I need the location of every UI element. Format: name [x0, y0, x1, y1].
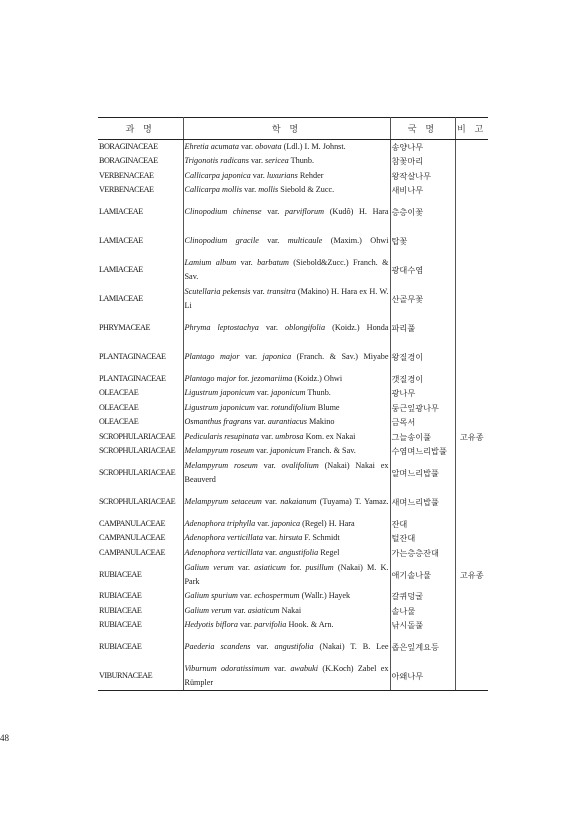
scientific-name-italic-part: umbrosa	[275, 431, 304, 441]
table-row	[98, 415, 488, 430]
table-header	[98, 118, 488, 140]
table-row	[98, 633, 488, 662]
scientific-name-part: (Wallr.) Hayek	[299, 591, 351, 601]
scientific-name	[183, 154, 390, 169]
note-cell	[455, 183, 488, 198]
scientific-name	[183, 183, 390, 198]
scientific-name-italic-part: oblongifolia	[285, 323, 326, 332]
note-cell	[455, 169, 488, 184]
note-cell	[455, 140, 488, 155]
scientific-name-part: Siebold & Zucc.	[278, 185, 335, 195]
scientific-name-part: Franch. & Sav.	[304, 446, 356, 456]
family-name: RUBIACEAE	[98, 633, 183, 662]
header-korean-name: 국 명	[390, 118, 455, 140]
korean-name: 아왜나무	[390, 662, 455, 691]
scientific-name	[183, 140, 390, 155]
scientific-name-part: var.	[236, 258, 258, 267]
korean-name: 광나무	[390, 386, 455, 401]
scientific-name-italic-part: Adenophora verticillata	[184, 547, 263, 557]
header-scientific-name: 학 명	[183, 118, 390, 140]
scientific-name-italic-part: transitra	[266, 287, 296, 296]
family-name: LAMIACEAE	[98, 256, 183, 285]
korean-name: 수염며느리밥풀	[390, 444, 455, 459]
header-row	[98, 118, 488, 140]
scientific-name-part: Rehder	[297, 170, 324, 180]
scientific-name-part: var.	[258, 323, 286, 332]
table-row	[98, 386, 488, 401]
scientific-name-part: var.	[262, 533, 280, 543]
korean-name: 알며느리밥풀	[390, 459, 455, 488]
scientific-name-part: var.	[250, 287, 267, 296]
scientific-name	[183, 618, 390, 633]
note-cell	[455, 314, 488, 343]
scientific-name	[183, 169, 390, 184]
table-row	[98, 517, 488, 532]
scientific-name-italic-part: Adenophora verticillata	[184, 533, 263, 543]
scientific-name-italic-part: ovalifolium	[281, 461, 319, 470]
scientific-name	[183, 546, 390, 561]
table-row	[98, 430, 488, 445]
note-cell	[455, 343, 488, 372]
scientific-name-italic-part: rotundifolium	[270, 402, 316, 412]
family-name: SCROPHULARIACEAE	[98, 488, 183, 517]
note-cell	[455, 604, 488, 619]
table-row	[98, 169, 488, 184]
scientific-name-italic-part: angustifolia	[279, 547, 319, 557]
scientific-name-part: (Regel) H. Hara	[300, 518, 355, 528]
scientific-name-part: var.	[239, 352, 263, 361]
scientific-name-italic-part: Ligustrum japonicum	[184, 402, 255, 412]
family-name: LAMIACEAE	[98, 198, 183, 227]
scientific-name-italic-part: aurantiacus	[267, 417, 307, 427]
family-name: CAMPANULACEAE	[98, 517, 183, 532]
table-row	[98, 604, 488, 619]
family-name: BORAGINACEAE	[98, 140, 183, 155]
scientific-name-italic-part: Plantago major	[184, 373, 237, 383]
scientific-name-part: Blume	[315, 402, 340, 412]
scientific-name-part: (Kudô) H. Hara	[324, 207, 389, 216]
korean-name: 파리풀	[390, 314, 455, 343]
scientific-name-italic-part: Hedyotis biflora	[184, 620, 238, 630]
family-name: LAMIACEAE	[98, 227, 183, 256]
scientific-name	[183, 517, 390, 532]
scientific-name-italic-part: parvifolia	[254, 620, 287, 630]
scientific-name-part: var.	[251, 417, 268, 427]
scientific-name-italic-part: japonica	[271, 518, 301, 528]
korean-name: 왕작살나무	[390, 169, 455, 184]
family-name: LAMIACEAE	[98, 285, 183, 314]
family-name: VERBENACEAE	[98, 169, 183, 184]
korean-name: 둥근잎광나무	[390, 401, 455, 416]
scientific-name-italic-part: Galium verum	[184, 562, 234, 572]
scientific-name-italic-part: japonicum	[270, 388, 306, 398]
scientific-name-italic-part: mollis	[258, 185, 279, 195]
korean-name: 좁은잎계요등	[390, 633, 455, 662]
table-row	[98, 589, 488, 604]
scientific-name-italic-part: Callicarpa mollis	[184, 185, 243, 195]
korean-name: 그늘송이풀	[390, 430, 455, 445]
scientific-name-part: for.	[285, 562, 306, 572]
korean-name: 낚시돌풀	[390, 618, 455, 633]
family-name: OLEACEAE	[98, 386, 183, 401]
scientific-name-part: var.	[261, 207, 285, 216]
scientific-name-part: (Makino) H. Hara ex H. W. Li	[184, 287, 389, 310]
scientific-name-part: (Nakai) M. K. Park	[184, 562, 389, 586]
scientific-name-italic-part: Phryma leptostachya	[184, 323, 259, 332]
family-name: CAMPANULACEAE	[98, 531, 183, 546]
scientific-name-italic-part: japonicum	[270, 446, 305, 456]
table-row	[98, 154, 488, 169]
family-name: RUBIACEAE	[98, 589, 183, 604]
table-row	[98, 183, 488, 198]
scientific-name-part: Thunb.	[305, 388, 331, 398]
family-name: VERBENACEAE	[98, 183, 183, 198]
scientific-name-italic-part: angustifolia	[274, 642, 314, 651]
korean-name: 탑꽃	[390, 227, 455, 256]
scientific-name-italic-part: luxurians	[266, 170, 298, 180]
scientific-name-part: var.	[231, 605, 248, 615]
scientific-name-italic-part: Galium spurium	[184, 591, 238, 601]
scientific-name-italic-part: Adenophora triphylla	[184, 518, 256, 528]
note-cell	[455, 546, 488, 561]
note-cell	[455, 198, 488, 227]
scientific-name-italic-part: pusillum	[305, 562, 334, 572]
table-row	[98, 140, 488, 155]
table-row	[98, 662, 488, 691]
scientific-name-part: Nakai	[279, 605, 302, 615]
korean-name: 금목서	[390, 415, 455, 430]
scientific-name-part: var.	[250, 170, 267, 180]
scientific-name	[183, 444, 390, 459]
header-note: 비 고	[455, 118, 488, 140]
scientific-name	[183, 401, 390, 416]
note-cell	[455, 401, 488, 416]
scientific-name-part: var.	[261, 497, 281, 506]
scientific-name-italic-part: Galium verum	[184, 605, 232, 615]
table-body	[98, 140, 488, 691]
scientific-name-italic-part: Viburnum odoratissimum	[184, 663, 270, 673]
scientific-name	[183, 589, 390, 604]
scientific-name-part: F. Schmidt	[302, 533, 340, 543]
scientific-name-part: Hook. & Arn.	[286, 620, 334, 630]
scientific-name-italic-part: parviflorum	[284, 207, 325, 216]
scientific-name	[183, 415, 390, 430]
scientific-name-italic-part: Clinopodium gracile	[184, 236, 259, 245]
korean-name: 참꽃마리	[390, 154, 455, 169]
scientific-name-part: var.	[248, 156, 266, 166]
scientific-name-italic-part: Pedicularis resupinata	[184, 431, 260, 441]
table-row	[98, 459, 488, 488]
note-cell	[455, 227, 488, 256]
korean-name: 새비나무	[390, 183, 455, 198]
scientific-name	[183, 662, 390, 691]
korean-name: 털잔대	[390, 531, 455, 546]
scientific-name-italic-part: japonica	[262, 352, 292, 361]
family-name: RUBIACEAE	[98, 604, 183, 619]
scientific-name-part: (Siebold&Zucc.) Franch. & Sav.	[184, 258, 389, 281]
scientific-name	[183, 459, 390, 488]
family-name: SCROPHULARIACEAE	[98, 444, 183, 459]
scientific-name-part: var.	[250, 642, 275, 651]
scientific-name	[183, 633, 390, 662]
scientific-name-italic-part: barbatum	[257, 258, 289, 267]
note-cell	[455, 285, 488, 314]
note-cell	[455, 444, 488, 459]
species-table	[98, 117, 488, 691]
scientific-name-part: var.	[237, 620, 255, 630]
korean-name: 층층이꽃	[390, 198, 455, 227]
table-row	[98, 560, 488, 589]
scientific-name-italic-part: Scutellaria pekensis	[184, 287, 251, 296]
korean-name: 가는층층잔대	[390, 546, 455, 561]
scientific-name-italic-part: Osmanthus fragrans	[184, 417, 252, 427]
family-name: BORAGINACEAE	[98, 154, 183, 169]
scientific-name	[183, 256, 390, 285]
note-cell	[455, 415, 488, 430]
scientific-name-part: Makino	[306, 417, 335, 427]
family-name: RUBIACEAE	[98, 618, 183, 633]
table-row	[98, 444, 488, 459]
note-cell	[455, 256, 488, 285]
table-row	[98, 401, 488, 416]
family-name: PLANTAGINACEAE	[98, 343, 183, 372]
scientific-name-italic-part: Melampyrum setaceum	[184, 497, 262, 506]
scientific-name-part: var.	[254, 446, 271, 456]
scientific-name-part: var.	[237, 591, 255, 601]
scientific-name-italic-part: Plantago major	[184, 352, 240, 361]
scientific-name-italic-part: obovata	[255, 142, 282, 151]
table-row	[98, 256, 488, 285]
scientific-name	[183, 198, 390, 227]
note-cell	[455, 488, 488, 517]
scientific-name-italic-part: hirsuta	[279, 533, 303, 543]
scientific-name-part: var.	[254, 402, 271, 412]
scientific-name-italic-part: nakaianum	[280, 497, 317, 506]
note-cell	[455, 459, 488, 488]
family-name: VIBURNACEAE	[98, 662, 183, 691]
family-name: CAMPANULACEAE	[98, 546, 183, 561]
table-row	[98, 618, 488, 633]
note-cell	[455, 531, 488, 546]
korean-name: 애기솔나물	[390, 560, 455, 589]
scientific-name-part: var.	[242, 185, 259, 195]
scientific-name-italic-part: Melampyrum roseum	[184, 461, 258, 470]
table-row	[98, 372, 488, 387]
note-cell	[455, 662, 488, 691]
note-cell	[455, 154, 488, 169]
scientific-name-italic-part: Callicarpa japonica	[184, 170, 251, 180]
scientific-name-part: (Franch. & Sav.) Miyabe	[291, 352, 389, 361]
scientific-name-italic-part: echospermum	[254, 591, 300, 601]
scientific-name-italic-part: Clinopodium chinense	[184, 207, 262, 216]
family-name: SCROPHULARIACEAE	[98, 459, 183, 488]
family-name: PLANTAGINACEAE	[98, 372, 183, 387]
scientific-name-part: for.	[236, 373, 252, 383]
scientific-name	[183, 343, 390, 372]
note-cell	[455, 386, 488, 401]
family-name: SCROPHULARIACEAE	[98, 430, 183, 445]
scientific-name-part: Kom. ex Nakai	[303, 431, 356, 441]
scientific-name-part: (Nakai) Nakai ex Beauverd	[184, 461, 389, 484]
table-row	[98, 227, 488, 256]
korean-name: 잔대	[390, 517, 455, 532]
family-name: OLEACEAE	[98, 401, 183, 416]
scientific-name-italic-part: asiaticum	[247, 605, 280, 615]
table-row	[98, 285, 488, 314]
note-cell: 고유종	[459, 431, 484, 442]
scientific-name-italic-part: sericea	[265, 156, 289, 166]
family-name: OLEACEAE	[98, 415, 183, 430]
korean-name: 산골무꽃	[390, 285, 455, 314]
scientific-name	[183, 314, 390, 343]
scientific-name-part: var.	[258, 236, 288, 245]
korean-name: 송양나무	[390, 140, 455, 155]
korean-name: 갯질경이	[390, 372, 455, 387]
scientific-name	[183, 531, 390, 546]
scientific-name-italic-part: Ligustrum japonicum	[184, 388, 255, 398]
family-name: PHRYMACEAE	[98, 314, 183, 343]
scientific-name	[183, 488, 390, 517]
korean-name: 왕질경이	[390, 343, 455, 372]
scientific-name-part: (Koidz.) Ohwi	[292, 373, 343, 383]
scientific-name-italic-part: Trigonotis radicans	[184, 156, 249, 166]
scientific-name	[183, 430, 390, 445]
scientific-name-part: var.	[239, 142, 256, 151]
scientific-name	[183, 604, 390, 619]
scientific-name-part: (Tuyama) T. Yamaz.	[316, 497, 389, 506]
scientific-name	[183, 372, 390, 387]
scientific-name-part: var.	[259, 431, 276, 441]
korean-name: 새며느리밥풀	[390, 488, 455, 517]
scientific-name-italic-part: Paederia scandens	[184, 642, 251, 651]
scientific-name-part: (Ldl.) I. M. Johnst.	[281, 142, 346, 151]
note-cell: 고유종	[459, 569, 484, 580]
page-number: 48	[0, 733, 9, 743]
scientific-name-italic-part: jezomariima	[251, 373, 293, 383]
table-row	[98, 198, 488, 227]
scientific-name-part: var.	[254, 388, 271, 398]
scientific-name	[183, 386, 390, 401]
scientific-name-part: (Koidz.) Honda	[325, 323, 389, 332]
note-cell	[455, 372, 488, 387]
scientific-name-italic-part: asiaticum	[254, 562, 286, 572]
family-name: RUBIACEAE	[98, 560, 183, 589]
korean-name: 솔나물	[390, 604, 455, 619]
scientific-name-part: (Nakai) T. B. Lee	[313, 642, 389, 651]
scientific-name-part: Regel	[318, 547, 340, 557]
note-cell	[455, 618, 488, 633]
scientific-name-italic-part: Ehretia acumata	[184, 142, 239, 151]
korean-name: 광대수염	[390, 256, 455, 285]
scientific-name	[183, 227, 390, 256]
scientific-name-italic-part: awabuki	[290, 663, 319, 673]
scientific-name-part: var.	[269, 663, 291, 673]
table-row	[98, 314, 488, 343]
note-cell	[455, 589, 488, 604]
scientific-name-part: Thunb.	[288, 156, 315, 166]
korean-name: 갈퀴덩굴	[390, 589, 455, 604]
scientific-name	[183, 285, 390, 314]
scientific-name-part: var.	[262, 547, 280, 557]
header-family: 과 명	[98, 118, 183, 140]
scientific-name-italic-part: Lamium album	[184, 258, 237, 267]
table-row	[98, 343, 488, 372]
scientific-name-italic-part: multicaule	[287, 236, 323, 245]
table-row	[98, 531, 488, 546]
scientific-name-part: (Maxim.) Ohwi	[322, 236, 389, 245]
scientific-name	[183, 560, 390, 589]
scientific-name-part: var.	[233, 562, 255, 572]
scientific-name-part: var.	[257, 461, 282, 470]
table-row	[98, 488, 488, 517]
scientific-name-part: (K.Koch) Zabel ex Rümpler	[184, 663, 389, 687]
note-cell	[455, 517, 488, 532]
note-cell	[455, 633, 488, 662]
scientific-name-italic-part: Melampyrum roseum	[184, 446, 255, 456]
scientific-name-part: var.	[255, 518, 272, 528]
table-row	[98, 546, 488, 561]
